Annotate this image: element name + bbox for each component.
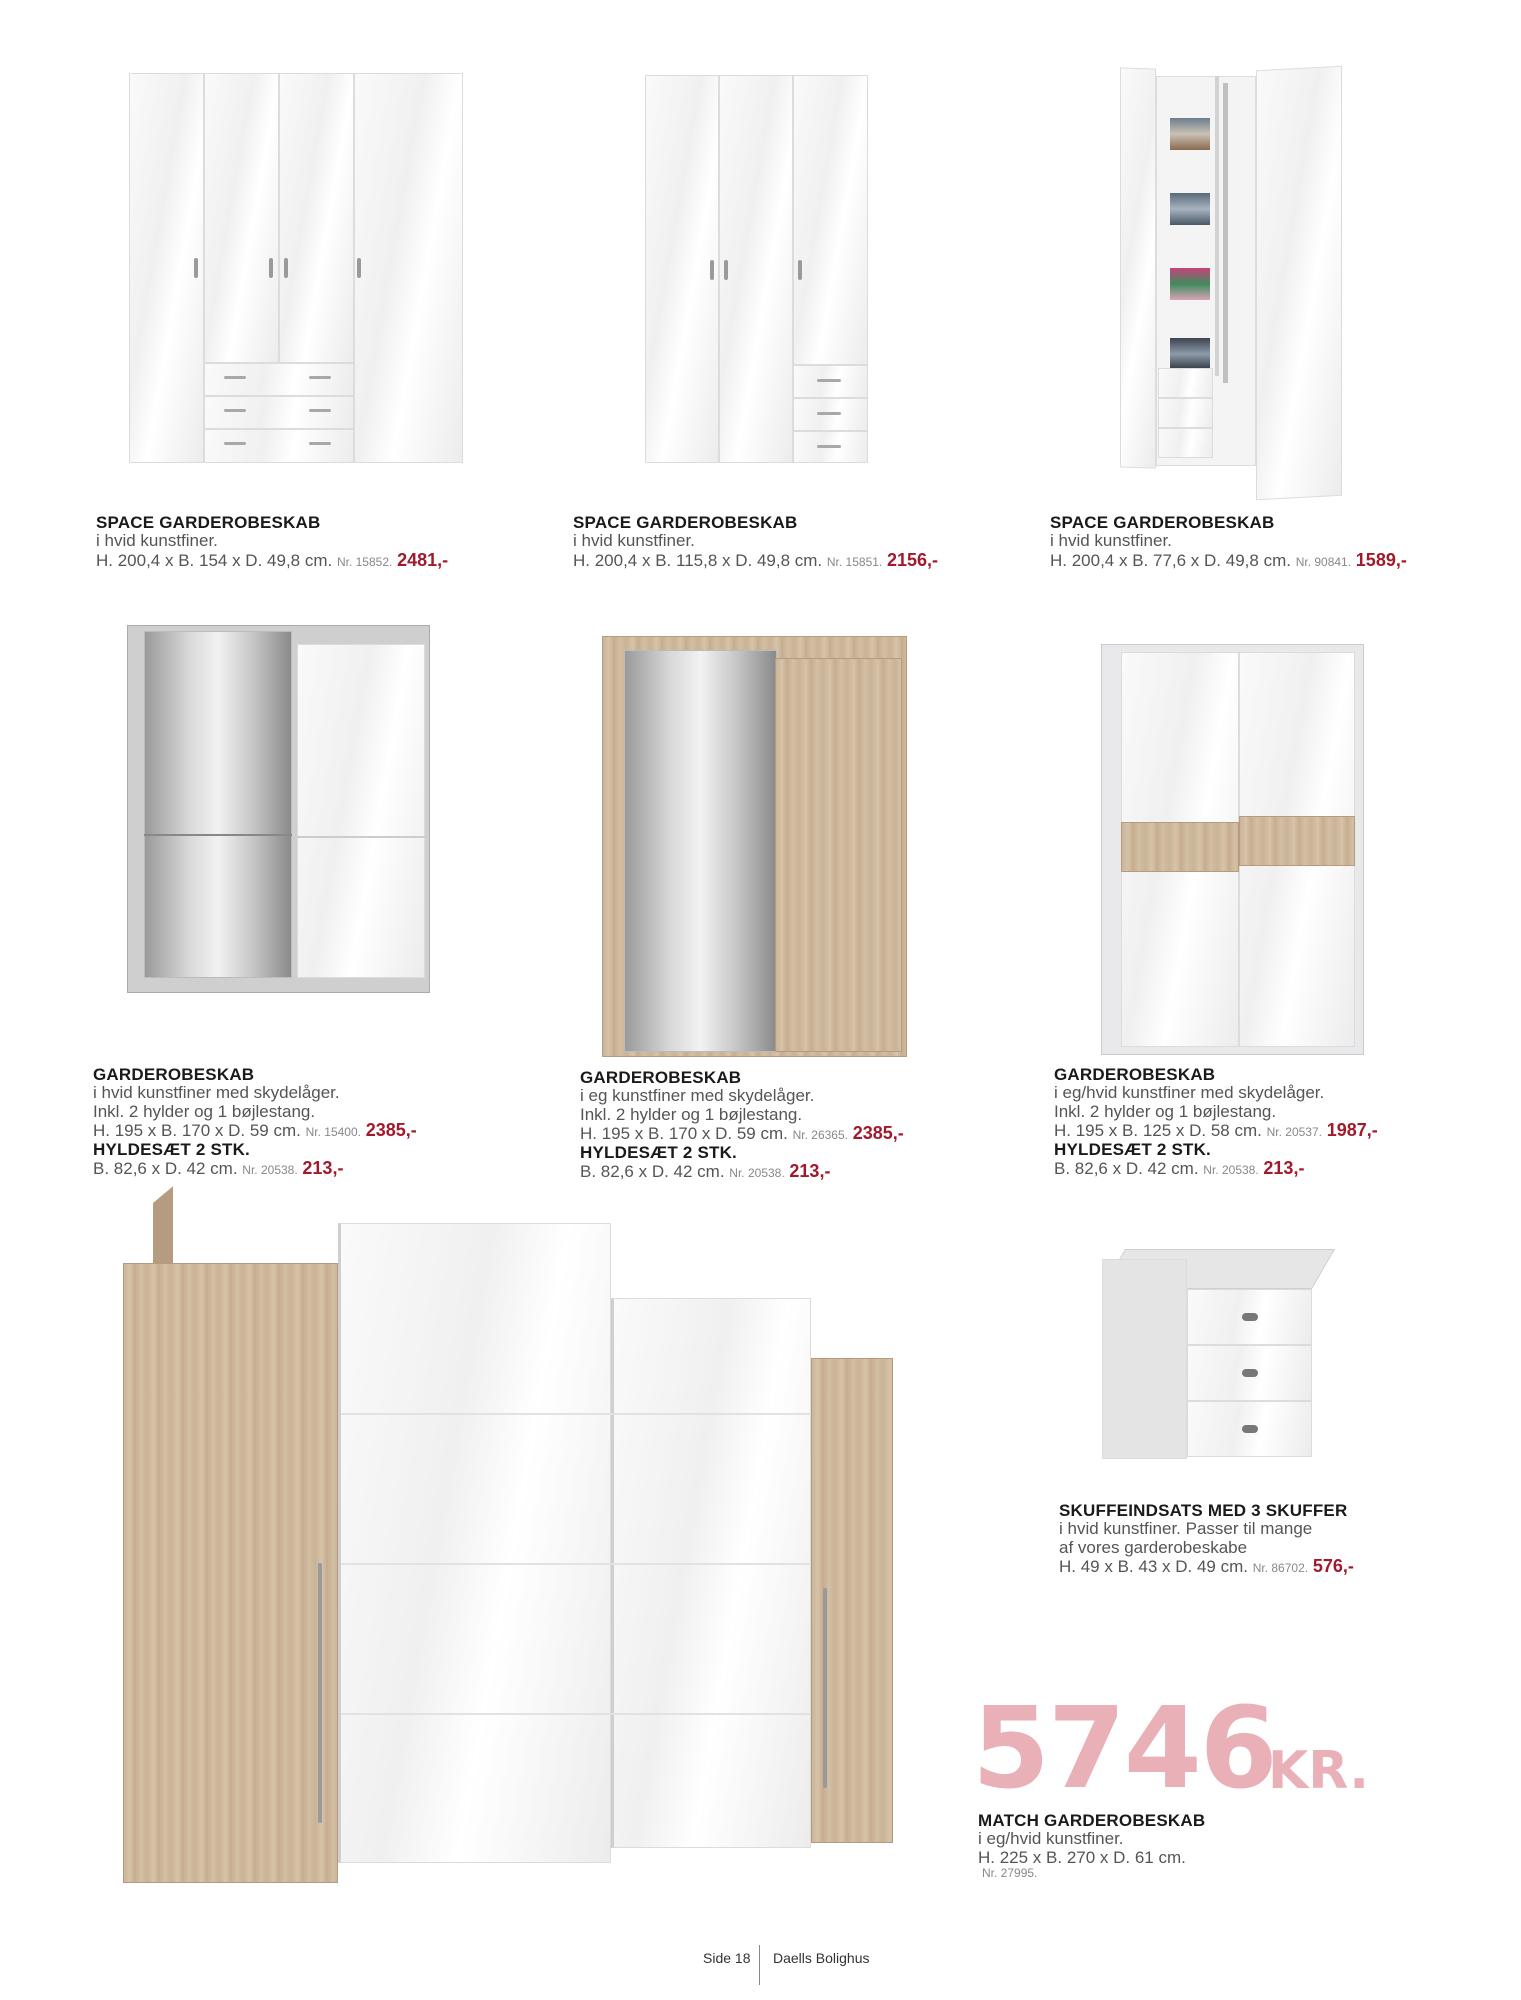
- product-dims: H. 195 x B. 170 x D. 59 cm.: [93, 1121, 301, 1141]
- extra-nr: Nr. 20538.: [242, 1162, 298, 1177]
- product-title: GARDEROBESKAB: [580, 1068, 742, 1087]
- footer-divider: [759, 1945, 760, 1985]
- extra-nr: Nr. 20538.: [729, 1165, 785, 1180]
- product-image-drawer-unit: [1102, 1249, 1312, 1459]
- product-info-1: [96, 514, 448, 570]
- feature-title: MATCH GARDEROBESKAB: [978, 1811, 1206, 1830]
- product-desc: i eg kunstfiner med skydelåger.: [580, 1086, 815, 1106]
- product-info-2: [573, 514, 938, 570]
- product-nr: Nr. 86702.: [1252, 1561, 1309, 1576]
- product-price: 2156,-: [886, 549, 939, 570]
- product-dims: H. 49 x B. 43 x D. 49 cm.: [1059, 1557, 1248, 1577]
- product-desc: i hvid kunstfiner.: [96, 531, 218, 551]
- product-dims: H. 195 x B. 170 x D. 59 cm.: [580, 1124, 788, 1144]
- product-desc: i hvid kunstfiner.: [1050, 531, 1172, 551]
- product-desc: i hvid kunstfiner. Passer til mange: [1059, 1519, 1313, 1539]
- product-price: 1589,-: [1355, 549, 1407, 570]
- extra-dims: B. 82,6 x D. 42 cm.: [580, 1161, 725, 1181]
- extra-dims: B. 82,6 x D. 42 cm.: [93, 1158, 238, 1178]
- product-desc: i eg/hvid kunstfiner med skydelåger.: [1054, 1083, 1325, 1103]
- product-desc: i hvid kunstfiner med skydelåger.: [93, 1083, 340, 1103]
- product-info-3: [1050, 514, 1407, 570]
- product-image-match-wardrobe: [123, 1203, 893, 1883]
- extra-price: 213,-: [789, 1160, 831, 1181]
- product-nr: Nr. 15852.: [336, 554, 393, 569]
- product-title: GARDEROBESKAB: [1054, 1065, 1216, 1084]
- product-nr: Nr. 15851.: [826, 554, 883, 569]
- product-desc: i hvid kunstfiner.: [573, 531, 695, 551]
- product-price: 576,-: [1312, 1556, 1354, 1577]
- extra-price: 213,-: [302, 1157, 344, 1178]
- product-image-space-4door: [129, 73, 463, 463]
- feature-desc: i eg/hvid kunstfiner.: [978, 1829, 1124, 1849]
- extra-nr: Nr. 20538.: [1203, 1162, 1259, 1177]
- product-dims: H. 200,4 x B. 77,6 x D. 49,8 cm.: [1050, 550, 1291, 570]
- product-price: 2385,-: [365, 1120, 417, 1141]
- product-desc: Inkl. 2 hylder og 1 bøjlestang.: [93, 1101, 316, 1121]
- product-dims: H. 195 x B. 125 x D. 58 cm.: [1054, 1121, 1262, 1141]
- product-dims: H. 200,4 x B. 115,8 x D. 49,8 cm.: [573, 550, 823, 570]
- product-nr: Nr. 20537.: [1266, 1125, 1322, 1140]
- product-price: 2481,-: [397, 549, 449, 570]
- product-dims: H. 200,4 x B. 154 x D. 49,8 cm.: [96, 550, 333, 570]
- extra-title: HYLDESÆT 2 STK.: [580, 1142, 737, 1162]
- product-desc: af vores garderobeskabe: [1059, 1537, 1248, 1557]
- product-nr: Nr. 90841.: [1295, 554, 1352, 569]
- footer-page-number: Side 18: [703, 1950, 751, 1966]
- product-title: SPACE GARDEROBESKAB: [96, 513, 321, 532]
- product-info-4: [93, 1066, 417, 1178]
- product-price: 2385,-: [852, 1123, 904, 1144]
- product-image-space-3door: [645, 75, 868, 463]
- feature-nr: Nr. 27995.: [982, 1866, 1038, 1881]
- product-title: SPACE GARDEROBESKAB: [573, 513, 798, 532]
- product-image-space-2door: [1120, 68, 1342, 498]
- product-image-sliding-mirror-white: [127, 625, 430, 993]
- product-info-5: [580, 1069, 904, 1181]
- product-nr: Nr. 26365.: [792, 1128, 848, 1143]
- product-nr: Nr. 15400.: [305, 1125, 361, 1140]
- product-image-sliding-mirror-oak: [602, 636, 907, 1057]
- product-title: SPACE GARDEROBESKAB: [1050, 513, 1275, 532]
- extra-price: 213,-: [1263, 1157, 1305, 1178]
- feature-big-price: 5746: [972, 1684, 1276, 1814]
- footer-brand: Daells Bolighus: [773, 1950, 870, 1966]
- feature-currency: KR.: [1268, 1741, 1370, 1801]
- feature-dims: H. 225 x B. 270 x D. 61 cm.: [978, 1847, 1186, 1867]
- extra-title: HYLDESÆT 2 STK.: [1054, 1139, 1211, 1159]
- product-info-7: [1059, 1502, 1354, 1577]
- product-desc: Inkl. 2 hylder og 1 bøjlestang.: [580, 1104, 803, 1124]
- extra-dims: B. 82,6 x D. 42 cm.: [1054, 1158, 1199, 1178]
- product-desc: Inkl. 2 hylder og 1 bøjlestang.: [1054, 1101, 1277, 1121]
- extra-title: HYLDESÆT 2 STK.: [93, 1139, 250, 1159]
- feature-info: [978, 1812, 1205, 1880]
- product-image-sliding-white-oak-band: [1101, 644, 1364, 1055]
- product-price: 1987,-: [1326, 1120, 1378, 1141]
- product-title: GARDEROBESKAB: [93, 1065, 255, 1084]
- product-info-6: [1054, 1066, 1378, 1178]
- product-title: SKUFFEINDSATS MED 3 SKUFFER: [1059, 1501, 1348, 1520]
